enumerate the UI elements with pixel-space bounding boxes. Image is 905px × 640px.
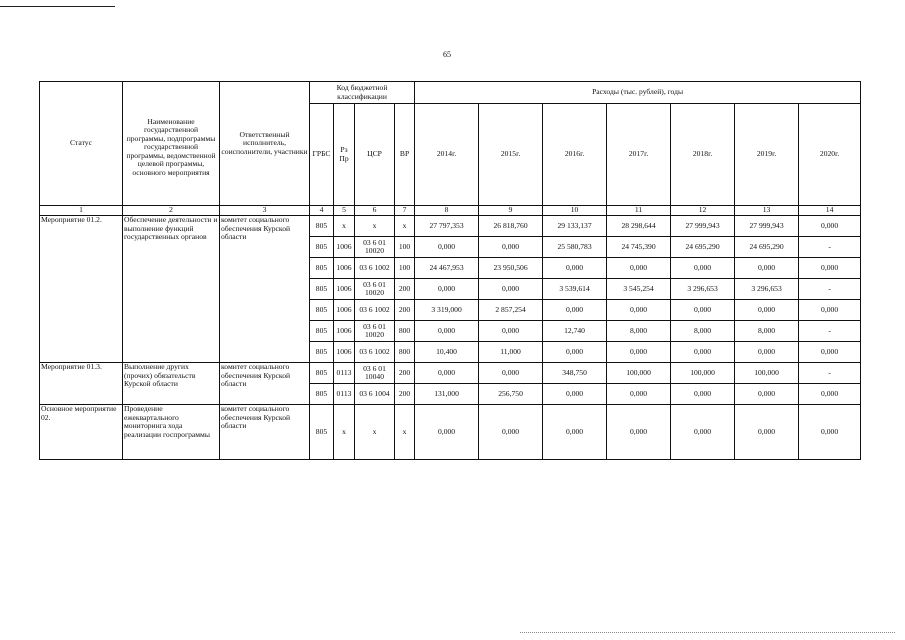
vr-cell: х bbox=[395, 405, 415, 460]
amount-cell: 256,750 bbox=[479, 384, 543, 405]
rzpr-cell: х bbox=[334, 405, 355, 460]
amount-cell: 0,000 bbox=[799, 216, 861, 237]
amount-cell: 8,000 bbox=[735, 321, 799, 342]
vr-cell: 200 bbox=[395, 384, 415, 405]
amount-cell: 0,000 bbox=[671, 258, 735, 279]
rzpr-cell: 1006 bbox=[334, 342, 355, 363]
amount-cell: 0,000 bbox=[543, 384, 607, 405]
amount-cell: 0,000 bbox=[735, 258, 799, 279]
column-number: 14 bbox=[799, 206, 861, 216]
amount-cell: 0,000 bbox=[415, 321, 479, 342]
amount-cell: 3 296,653 bbox=[735, 279, 799, 300]
header-year-2020: 2020г. bbox=[799, 104, 861, 206]
amount-cell: 0,000 bbox=[799, 405, 861, 460]
amount-cell: 0,000 bbox=[799, 300, 861, 321]
csr-cell: 03 6 01 10020 bbox=[355, 321, 395, 342]
column-number: 8 bbox=[415, 206, 479, 216]
column-number: 6 bbox=[355, 206, 395, 216]
csr-cell: 03 6 1002 bbox=[355, 258, 395, 279]
program-name-cell: Выполнение других (прочих) обязательств Курской области bbox=[123, 363, 220, 405]
vr-cell: 200 bbox=[395, 279, 415, 300]
amount-cell: 0,000 bbox=[735, 384, 799, 405]
amount-cell: 3 296,653 bbox=[671, 279, 735, 300]
amount-cell: 0,000 bbox=[607, 405, 671, 460]
amount-cell: 2 857,254 bbox=[479, 300, 543, 321]
amount-cell: 10,400 bbox=[415, 342, 479, 363]
vr-cell: 800 bbox=[395, 342, 415, 363]
csr-cell: 03 6 1002 bbox=[355, 342, 395, 363]
rzpr-cell: 1006 bbox=[334, 237, 355, 258]
column-number: 9 bbox=[479, 206, 543, 216]
header-expenses-group: Расходы (тыс. рублей), годы bbox=[415, 82, 861, 104]
column-number: 13 bbox=[735, 206, 799, 216]
header-rzpr: Рз Пр bbox=[334, 104, 355, 206]
table-row bbox=[40, 363, 861, 384]
vr-cell: 200 bbox=[395, 300, 415, 321]
header-year-2017: 2017г. bbox=[607, 104, 671, 206]
header-status: Статус bbox=[40, 82, 123, 206]
amount-cell: 24 745,390 bbox=[607, 237, 671, 258]
grbs-cell: 805 bbox=[310, 279, 334, 300]
status-cell: Мероприятие 01.2. bbox=[40, 216, 123, 363]
header-name: Наименование государственной программы, подпрограммы государственной программы, ведомственной целевой программы, основного мероприятия bbox=[123, 82, 220, 206]
column-number: 10 bbox=[543, 206, 607, 216]
bottom-scan-artifact bbox=[520, 632, 895, 633]
csr-cell: 03 6 01 10040 bbox=[355, 363, 395, 384]
amount-cell: 25 580,783 bbox=[543, 237, 607, 258]
csr-cell: 03 6 1004 bbox=[355, 384, 395, 405]
amount-cell: 3 545,254 bbox=[607, 279, 671, 300]
amount-cell: 0,000 bbox=[607, 258, 671, 279]
rzpr-cell: 1006 bbox=[334, 258, 355, 279]
amount-cell: 0,000 bbox=[799, 384, 861, 405]
vr-cell: 100 bbox=[395, 237, 415, 258]
amount-cell: 24 467,953 bbox=[415, 258, 479, 279]
amount-cell: 26 818,760 bbox=[479, 216, 543, 237]
grbs-cell: 805 bbox=[310, 237, 334, 258]
grbs-cell: 805 bbox=[310, 405, 334, 460]
amount-cell: 8,000 bbox=[607, 321, 671, 342]
header-grbs: ГРБС bbox=[310, 104, 334, 206]
vr-cell: 100 bbox=[395, 258, 415, 279]
amount-cell: 348,750 bbox=[543, 363, 607, 384]
amount-cell: 0,000 bbox=[415, 237, 479, 258]
amount-cell: 100,000 bbox=[735, 363, 799, 384]
header-csr: ЦСР bbox=[355, 104, 395, 206]
amount-cell: 0,000 bbox=[415, 405, 479, 460]
header-responsible: Ответственный исполнитель, соисполнители, участники bbox=[220, 82, 310, 206]
amount-cell: 0,000 bbox=[479, 321, 543, 342]
rzpr-cell: 0113 bbox=[334, 384, 355, 405]
grbs-cell: 805 bbox=[310, 321, 334, 342]
amount-cell: 27 797,353 bbox=[415, 216, 479, 237]
amount-cell: 0,000 bbox=[415, 279, 479, 300]
header-year-2014: 2014г. bbox=[415, 104, 479, 206]
amount-cell: 0,000 bbox=[799, 258, 861, 279]
vr-cell: 200 bbox=[395, 363, 415, 384]
amount-cell: 0,000 bbox=[543, 300, 607, 321]
column-number: 7 bbox=[395, 206, 415, 216]
header-year-2019: 2019г. bbox=[735, 104, 799, 206]
amount-cell: 8,000 bbox=[671, 321, 735, 342]
amount-cell: - bbox=[799, 321, 861, 342]
amount-cell: 0,000 bbox=[415, 363, 479, 384]
status-cell: Основное мероприятие 02. bbox=[40, 405, 123, 460]
amount-cell: 0,000 bbox=[479, 279, 543, 300]
grbs-cell: 805 bbox=[310, 216, 334, 237]
amount-cell: 0,000 bbox=[479, 363, 543, 384]
amount-cell: 100,000 bbox=[607, 363, 671, 384]
grbs-cell: 805 bbox=[310, 258, 334, 279]
amount-cell: 3 319,000 bbox=[415, 300, 479, 321]
amount-cell: 12,740 bbox=[543, 321, 607, 342]
amount-cell: - bbox=[799, 237, 861, 258]
grbs-cell: 805 bbox=[310, 300, 334, 321]
column-number: 4 bbox=[310, 206, 334, 216]
grbs-cell: 805 bbox=[310, 342, 334, 363]
budget-table bbox=[39, 81, 861, 460]
column-number: 3 bbox=[220, 206, 310, 216]
csr-cell: х bbox=[355, 216, 395, 237]
column-number: 1 bbox=[40, 206, 123, 216]
amount-cell: 0,000 bbox=[479, 405, 543, 460]
table-header bbox=[40, 82, 861, 216]
amount-cell: 11,000 bbox=[479, 342, 543, 363]
vr-cell: 800 bbox=[395, 321, 415, 342]
page-corner-mark bbox=[0, 6, 115, 7]
amount-cell: 0,000 bbox=[607, 342, 671, 363]
header-year-2015: 2015г. bbox=[479, 104, 543, 206]
amount-cell: 3 539,614 bbox=[543, 279, 607, 300]
amount-cell: 29 133,137 bbox=[543, 216, 607, 237]
amount-cell: 0,000 bbox=[735, 405, 799, 460]
responsible-cell: комитет социального обеспечения Курской области bbox=[220, 216, 310, 363]
status-cell: Мероприятие 01.3. bbox=[40, 363, 123, 405]
amount-cell: 27 999,943 bbox=[735, 216, 799, 237]
table-row bbox=[40, 216, 861, 237]
csr-cell: х bbox=[355, 405, 395, 460]
amount-cell: 0,000 bbox=[671, 405, 735, 460]
rzpr-cell: 1006 bbox=[334, 321, 355, 342]
rzpr-cell: 0113 bbox=[334, 363, 355, 384]
column-number: 5 bbox=[334, 206, 355, 216]
amount-cell: 131,000 bbox=[415, 384, 479, 405]
amount-cell: 0,000 bbox=[479, 237, 543, 258]
rzpr-cell: 1006 bbox=[334, 279, 355, 300]
vr-cell: х bbox=[395, 216, 415, 237]
header-year-2018: 2018г. bbox=[671, 104, 735, 206]
amount-cell: 0,000 bbox=[607, 384, 671, 405]
csr-cell: 03 6 01 10020 bbox=[355, 237, 395, 258]
amount-cell: 0,000 bbox=[671, 342, 735, 363]
amount-cell: 24 695,290 bbox=[671, 237, 735, 258]
amount-cell: 27 999,943 bbox=[671, 216, 735, 237]
amount-cell: 0,000 bbox=[799, 342, 861, 363]
grbs-cell: 805 bbox=[310, 384, 334, 405]
amount-cell: - bbox=[799, 279, 861, 300]
rzpr-cell: 1006 bbox=[334, 300, 355, 321]
amount-cell: 24 695,290 bbox=[735, 237, 799, 258]
amount-cell: 23 950,506 bbox=[479, 258, 543, 279]
responsible-cell: комитет социального обеспечения Курской области bbox=[220, 363, 310, 405]
amount-cell: 0,000 bbox=[671, 300, 735, 321]
amount-cell: 0,000 bbox=[607, 300, 671, 321]
table-row bbox=[40, 405, 861, 460]
page-number: 65 bbox=[443, 50, 451, 59]
rzpr-cell: х bbox=[334, 216, 355, 237]
header-year-2016: 2016г. bbox=[543, 104, 607, 206]
csr-cell: 03 6 01 10020 bbox=[355, 279, 395, 300]
csr-cell: 03 6 1002 bbox=[355, 300, 395, 321]
header-vr: ВР bbox=[395, 104, 415, 206]
amount-cell: 0,000 bbox=[543, 342, 607, 363]
program-name-cell: Проведение ежеквартального мониторинга хода реализации госпрограммы bbox=[123, 405, 220, 460]
column-number: 2 bbox=[123, 206, 220, 216]
column-number: 12 bbox=[671, 206, 735, 216]
amount-cell: 0,000 bbox=[735, 342, 799, 363]
column-number: 11 bbox=[607, 206, 671, 216]
header-code-group: Код бюджетной классификации bbox=[310, 82, 415, 104]
program-name-cell: Обеспечение деятельности и выполнение функций государственных органов bbox=[123, 216, 220, 363]
amount-cell: 28 298,644 bbox=[607, 216, 671, 237]
column-number-row bbox=[40, 206, 861, 216]
table-body bbox=[40, 216, 861, 460]
amount-cell: 0,000 bbox=[543, 405, 607, 460]
amount-cell: 0,000 bbox=[543, 258, 607, 279]
amount-cell: 100,000 bbox=[671, 363, 735, 384]
grbs-cell: 805 bbox=[310, 363, 334, 384]
responsible-cell: комитет социального обеспечения Курской области bbox=[220, 405, 310, 460]
amount-cell: 0,000 bbox=[735, 300, 799, 321]
amount-cell: 0,000 bbox=[671, 384, 735, 405]
amount-cell: - bbox=[799, 363, 861, 384]
